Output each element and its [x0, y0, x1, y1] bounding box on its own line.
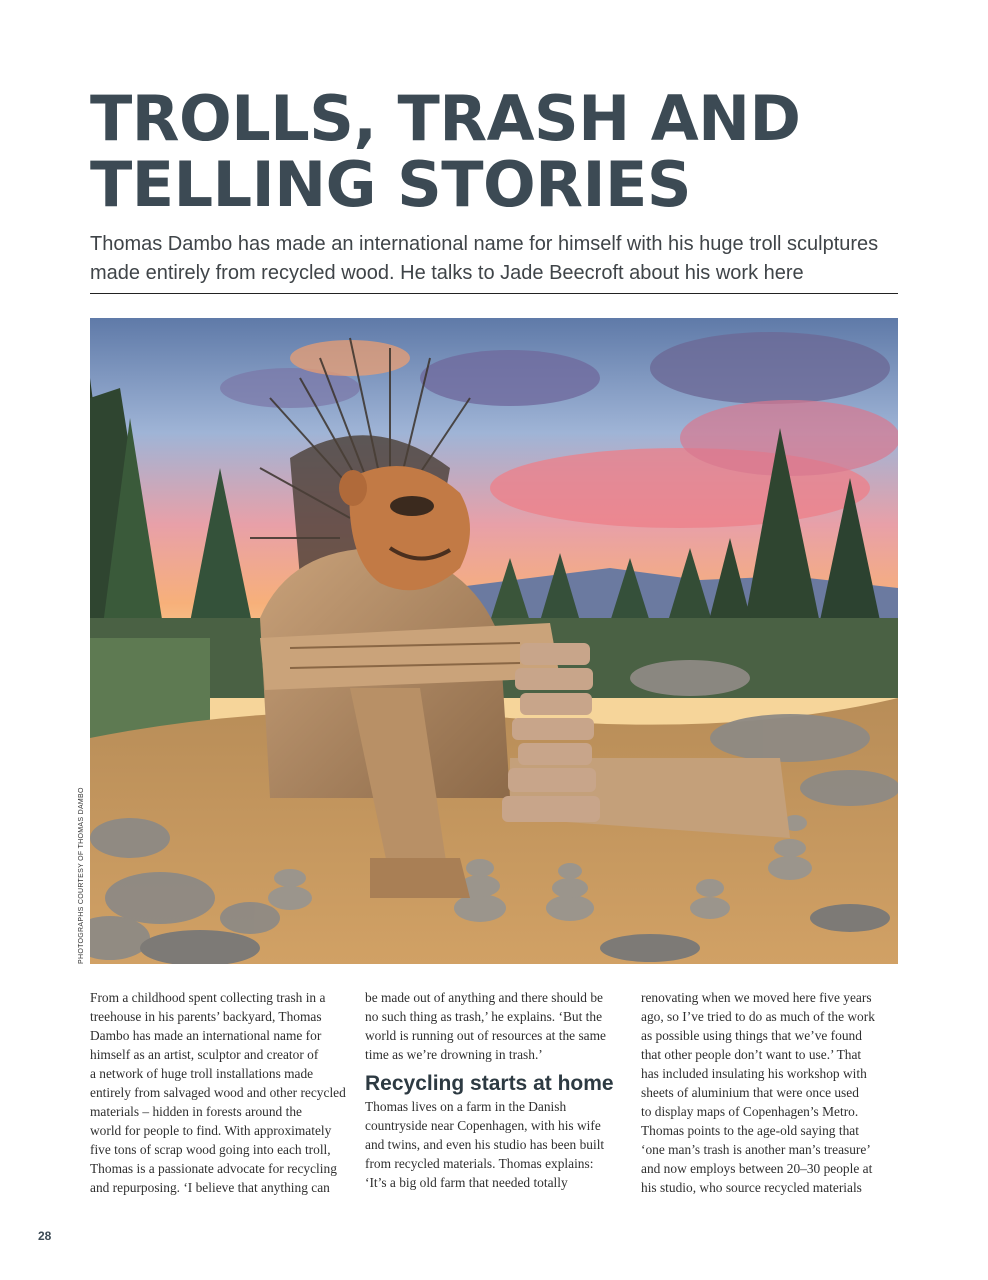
section-subhead: Recycling starts at home [365, 1072, 614, 1095]
headline-line-1: TROLLS, TRASH AND [90, 82, 801, 155]
photo-credit: PHOTOGRAPHS COURTESY OF THOMAS DAMBO [78, 787, 85, 964]
body-column-3 [641, 988, 901, 1197]
body-column-1 [90, 988, 350, 1197]
hero-photo [90, 318, 898, 964]
article-standfirst: Thomas Dambo has made an international name for himself with his huge troll sculptures made entirely from recycled wood. He talks to Jade Beecroft about his work here [90, 233, 879, 284]
body-paragraph-4: renovating when we moved here five years ago, so I’ve tried to do as much of the work as possible using things that we’ve found that other people don’t want to use.’ That has included insulating his workshop with sheets of aluminium that were once used to display maps of Copenhagen’s Metro. Thomas points to the age-old saying that ‘one man’s trash is another man’s treasure’ and now employs between 20–30 people at his studio, who source recycled materials [641, 990, 875, 1195]
body-paragraph-2: be made out of anything and there should be no such thing as trash,’ he explains. ‘But the world is running out of resources at the same time as we’re drowning in trash.’ [365, 990, 606, 1062]
page-number: 28 [38, 1229, 52, 1243]
article-headline [90, 82, 910, 221]
body-column-2 [365, 988, 625, 1192]
body-paragraph-3: Thomas lives on a farm in the Danish countryside near Copenhagen, with his wife and twins, and even his studio has been built from recycled materials. Thomas explains: ‘It’s a big old farm that needed totally [365, 1099, 605, 1190]
standfirst-rule [90, 293, 898, 294]
body-paragraph-1: From a childhood spent collecting trash in a treehouse in his parents’ backyard, Thomas Dambo has made an international name for himself as an artist, sculptor and creator of a network of huge troll installations made entirely from salvaged wood and other recycled materials – hidden in forests around the world for people to find. With approximately five tons of scrap wood going into each troll, Thomas is a passionate advocate for recycling and repurposing. ‘I believe that anything can [90, 990, 346, 1195]
headline-line-2: TELLING STORIES [90, 148, 692, 221]
